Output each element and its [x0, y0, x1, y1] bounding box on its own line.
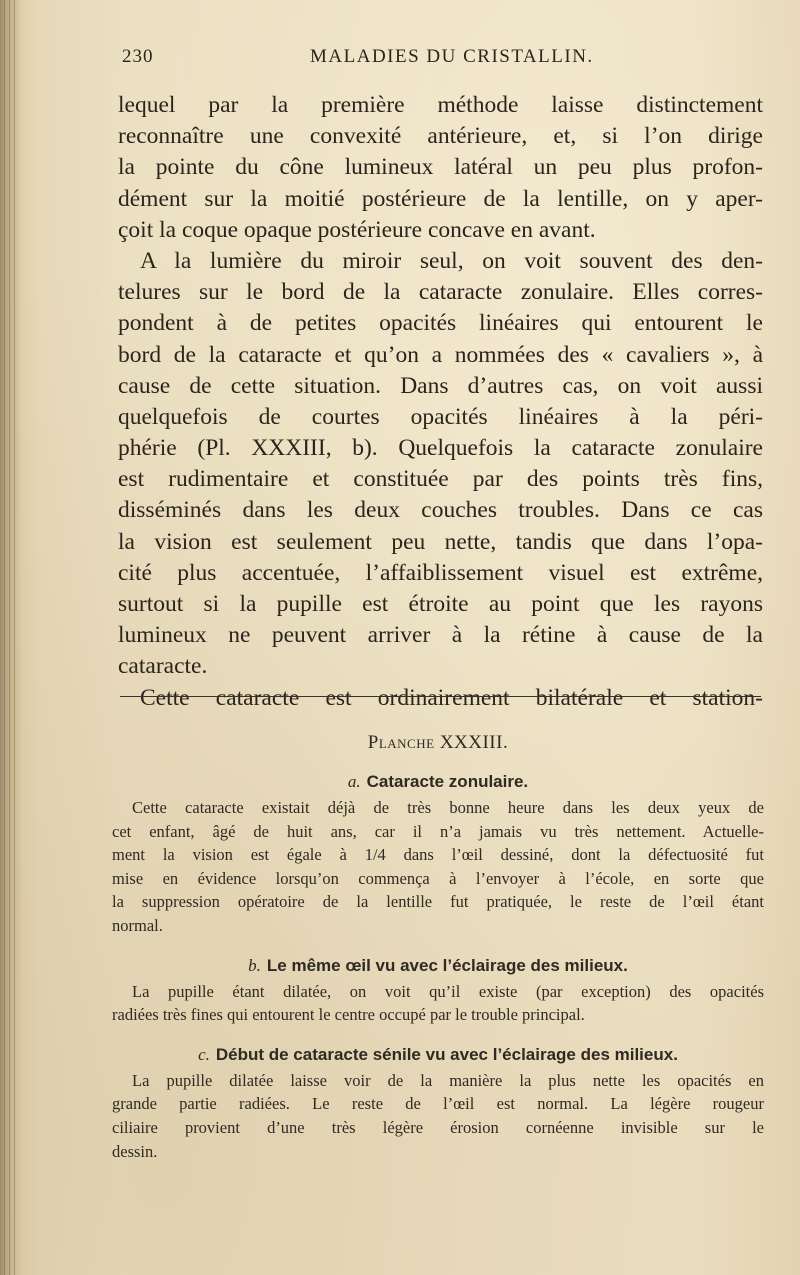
text-line: cause de cette situation. Dans d’autres cas, on voit aussi: [118, 372, 763, 399]
text-line: surtout si la pupille est étroite au point que les rayons: [118, 591, 763, 617]
note-line: mise en évidence lorsqu’on commença à l’envoyer à l’école, en sorte que: [112, 868, 764, 888]
text-line: disséminés dans les deux couches troubles. Dans ce cas: [118, 497, 763, 524]
text-line: reconnaître une convexité antérieure, et, si l’on dirige: [118, 123, 763, 150]
footnote-rule: [120, 696, 761, 697]
text-line: pondent à de petites opacités linéaires qui entourent le: [118, 310, 763, 337]
text-line: lumineux ne peuvent arriver à la rétine à cause de la: [118, 622, 763, 649]
text-line: dément sur la moitié postérieure de la lentille, on y aper-: [118, 185, 763, 212]
text-line: bord de la cataracte et qu’on a nommées des « cavaliers », à: [118, 341, 763, 368]
plate-title: [112, 732, 764, 762]
note-line: dessin.: [112, 1141, 158, 1161]
note-line: grande partie radiées. Le reste de l’œil est normal. La légère rougeur: [112, 1094, 764, 1114]
note-line: Cette cataracte existait déjà de très bonne heure dans les deux yeux de: [132, 798, 764, 817]
note-letter: c.: [198, 1044, 210, 1064]
note-line: la suppression opératoire de la lentille fut pratiquée, le reste de l’œil étant: [112, 892, 764, 912]
note-heading-text: Le même œil vu avec l’éclairage des milieux.: [266, 955, 628, 975]
text-line: lequel par la première méthode laisse distinctement: [118, 92, 763, 118]
note-heading-text: Cataracte zonulaire.: [366, 772, 529, 791]
page-number: 230: [122, 46, 154, 67]
running-header: [122, 46, 762, 76]
plate-title-number: XXXIII.: [439, 732, 509, 753]
text-line: A la lumière du miroir seul, on voit souvent des den-: [140, 247, 763, 274]
note-heading-a: [112, 768, 764, 796]
note-heading-b: [112, 952, 764, 980]
note-line: La pupille étant dilatée, on voit qu’il existe (par exception) des opacités: [132, 981, 764, 1001]
note-letter: a.: [347, 772, 361, 791]
note-line: ciliaire provient d’une très légère érosion cornéenne invisible sur le: [112, 1117, 764, 1137]
binding-line: [14, 0, 15, 1275]
note-line: ment la vision est égale à 1/4 dans l’œil dessiné, dont la défectuosité fut: [112, 845, 764, 865]
plate-notes: [112, 724, 764, 1163]
note-letter: b.: [248, 955, 261, 975]
text-line: la pointe du cône lumineux latéral un peu plus profon-: [118, 154, 763, 181]
text-line: çoit la coque opaque postérieure concave en avant.: [118, 216, 596, 243]
note-heading-c: [112, 1041, 764, 1069]
text-line: cataracte.: [118, 653, 208, 680]
text-line: cité plus accentuée, l’affaiblissement visuel est extrême,: [118, 559, 763, 586]
note-heading-text: Début de cataracte sénile vu avec l’éclairage des milieux.: [215, 1044, 678, 1064]
main-text: [118, 90, 763, 714]
text-line: Cette cataracte est ordinairement bilatérale et station-: [140, 684, 763, 711]
note-line: radiées très fines qui entourent le centre occupé par le trouble principal.: [112, 1005, 585, 1025]
running-title: MALADIES DU CRISTALLIN.: [310, 46, 594, 67]
note-line: La pupille dilatée laisse voir de la manière la plus nette les opacités en: [132, 1070, 764, 1090]
binding-line: [9, 0, 10, 1275]
text-line: phérie (Pl. XXXIII, b). Quelquefois la cataracte zonulaire: [118, 435, 763, 462]
text-line: est rudimentaire et constituée par des points très fins,: [118, 466, 763, 493]
note-line: normal.: [112, 915, 163, 935]
plate-title-prefix: Planche: [367, 732, 435, 753]
text-line: la vision est seulement peu nette, tandis que dans l’opa-: [118, 528, 763, 555]
text-line: quelquefois de courtes opacités linéaires à la péri-: [118, 403, 763, 430]
note-line: cet enfant, âgé de huit ans, car il n’a jamais vu très nettement. Actuelle-: [112, 821, 764, 841]
text-line: telures sur le bord de la cataracte zonulaire. Elles corres-: [118, 279, 763, 306]
binding-line: [4, 0, 5, 1275]
